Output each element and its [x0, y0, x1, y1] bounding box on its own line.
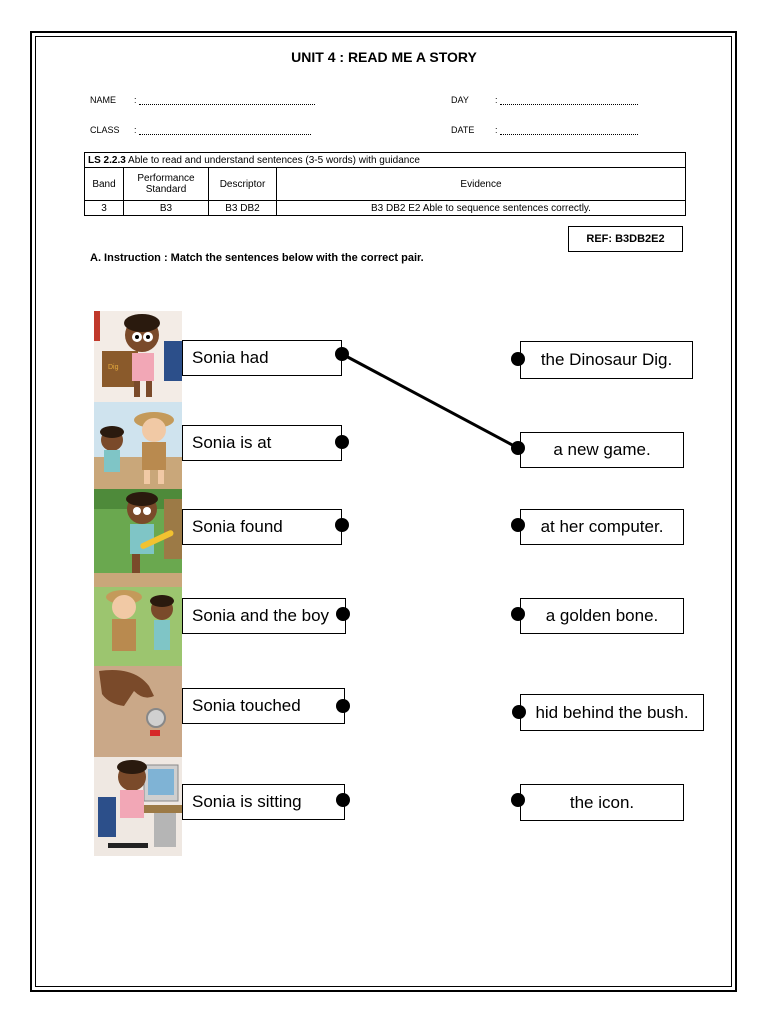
left-connector-dot-2[interactable]	[335, 435, 349, 449]
header-band: Band	[85, 168, 124, 201]
right-sentence-1[interactable]: the Dinosaur Dig.	[520, 341, 693, 379]
day-label: DAY	[451, 95, 469, 105]
right-connector-dot-3[interactable]	[511, 518, 525, 532]
cell-descriptor: B3 DB2	[209, 201, 277, 216]
left-sentence-2[interactable]: Sonia is at	[182, 425, 342, 461]
name-label: NAME	[90, 95, 117, 105]
right-sentence-5[interactable]: hid behind the bush.	[520, 694, 704, 731]
left-sentence-5[interactable]: Sonia touched	[182, 688, 345, 724]
day-separator: :	[495, 95, 498, 105]
class-label: CLASS	[90, 125, 120, 135]
left-connector-dot-6[interactable]	[336, 793, 350, 807]
right-sentence-3[interactable]: at her computer.	[520, 509, 684, 545]
header-performance-standard: Performance Standard	[124, 168, 209, 201]
right-connector-dot-5[interactable]	[512, 705, 526, 719]
left-connector-dot-3[interactable]	[335, 518, 349, 532]
header-evidence: Evidence	[277, 168, 686, 201]
worksheet-title: UNIT 4 : READ ME A STORY	[291, 49, 477, 65]
left-sentence-3[interactable]: Sonia found	[182, 509, 342, 545]
left-connector-dot-4[interactable]	[336, 607, 350, 621]
left-connector-dot-1[interactable]	[335, 347, 349, 361]
header-descriptor: Descriptor	[209, 168, 277, 201]
right-sentence-6[interactable]: the icon.	[520, 784, 684, 821]
right-connector-dot-1[interactable]	[511, 352, 525, 366]
reference-code: REF: B3DB2E2	[568, 226, 683, 252]
left-connector-dot-5[interactable]	[336, 699, 350, 713]
right-sentence-2[interactable]: a new game.	[520, 432, 684, 468]
cell-performance-standard: B3	[124, 201, 209, 216]
cell-evidence: B3 DB2 E2 Able to sequence sentences correctly.	[277, 201, 686, 216]
instruction: A. Instruction : Match the sentences below with the correct pair.	[90, 252, 424, 264]
ls-code: LS 2.2.3	[88, 154, 126, 166]
left-sentence-1[interactable]: Sonia had	[182, 340, 342, 376]
left-sentence-4[interactable]: Sonia and the boy	[182, 598, 346, 634]
right-sentence-4[interactable]: a golden bone.	[520, 598, 684, 634]
right-connector-dot-2[interactable]	[511, 441, 525, 455]
date-label: DATE	[451, 125, 475, 135]
date-separator: :	[495, 125, 498, 135]
right-connector-dot-6[interactable]	[511, 793, 525, 807]
svg-text:Dig: Dig	[108, 364, 119, 371]
left-sentence-6[interactable]: Sonia is sitting	[182, 784, 345, 820]
right-connector-dot-4[interactable]	[511, 607, 525, 621]
ls-text: Able to read and understand sentences (3-5 words) with guidance	[128, 154, 420, 166]
cell-band: 3	[85, 201, 124, 216]
name-separator: :	[134, 95, 137, 105]
class-separator: :	[134, 125, 137, 135]
